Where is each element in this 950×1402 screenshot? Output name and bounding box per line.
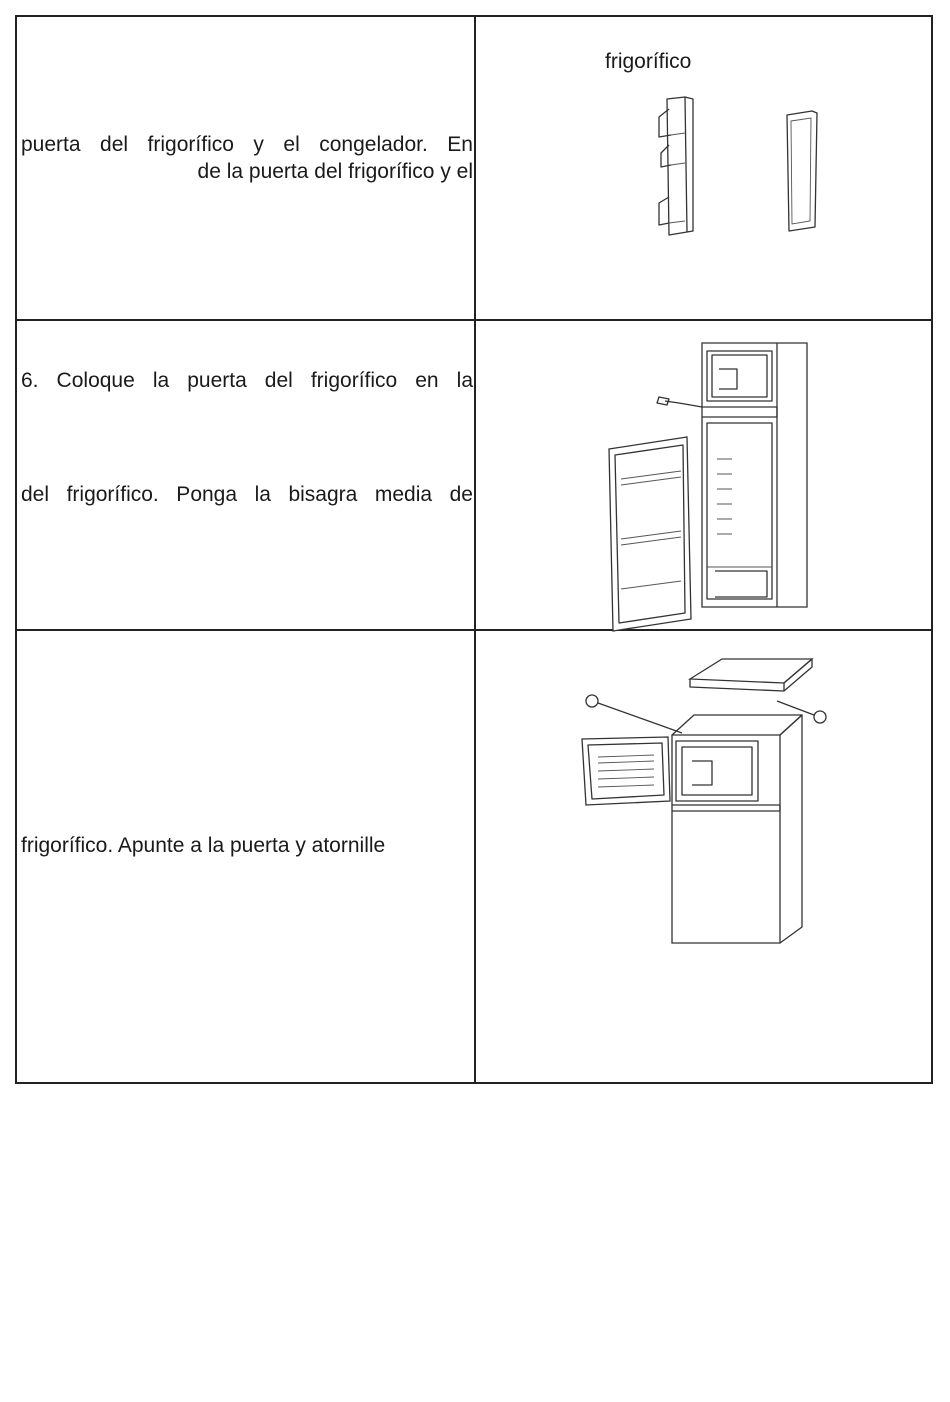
row-divider-2 xyxy=(17,629,931,631)
row1-figure-label: frigorífico xyxy=(605,50,692,73)
row1-text-line1: puerta del frigorífico y el congelador. En xyxy=(21,133,473,156)
door-panels-illustration xyxy=(657,97,837,237)
instruction-table xyxy=(15,15,933,1084)
freezer-door-mount-illustration xyxy=(572,655,872,945)
row2-text-line2: del frigorífico. Ponga la bisagra media de xyxy=(21,483,473,506)
row3-text-line1: frigorífico. Apunte a la puerta y atornille xyxy=(21,834,386,857)
fridge-door-mount-illustration xyxy=(607,339,827,619)
column-divider xyxy=(474,17,476,1082)
row1-text-line2: de la puerta del frigorífico y el xyxy=(197,160,473,183)
row-divider-1 xyxy=(17,319,931,321)
row2-text-line1: 6. Coloque la puerta del frigorífico en la xyxy=(21,369,473,392)
